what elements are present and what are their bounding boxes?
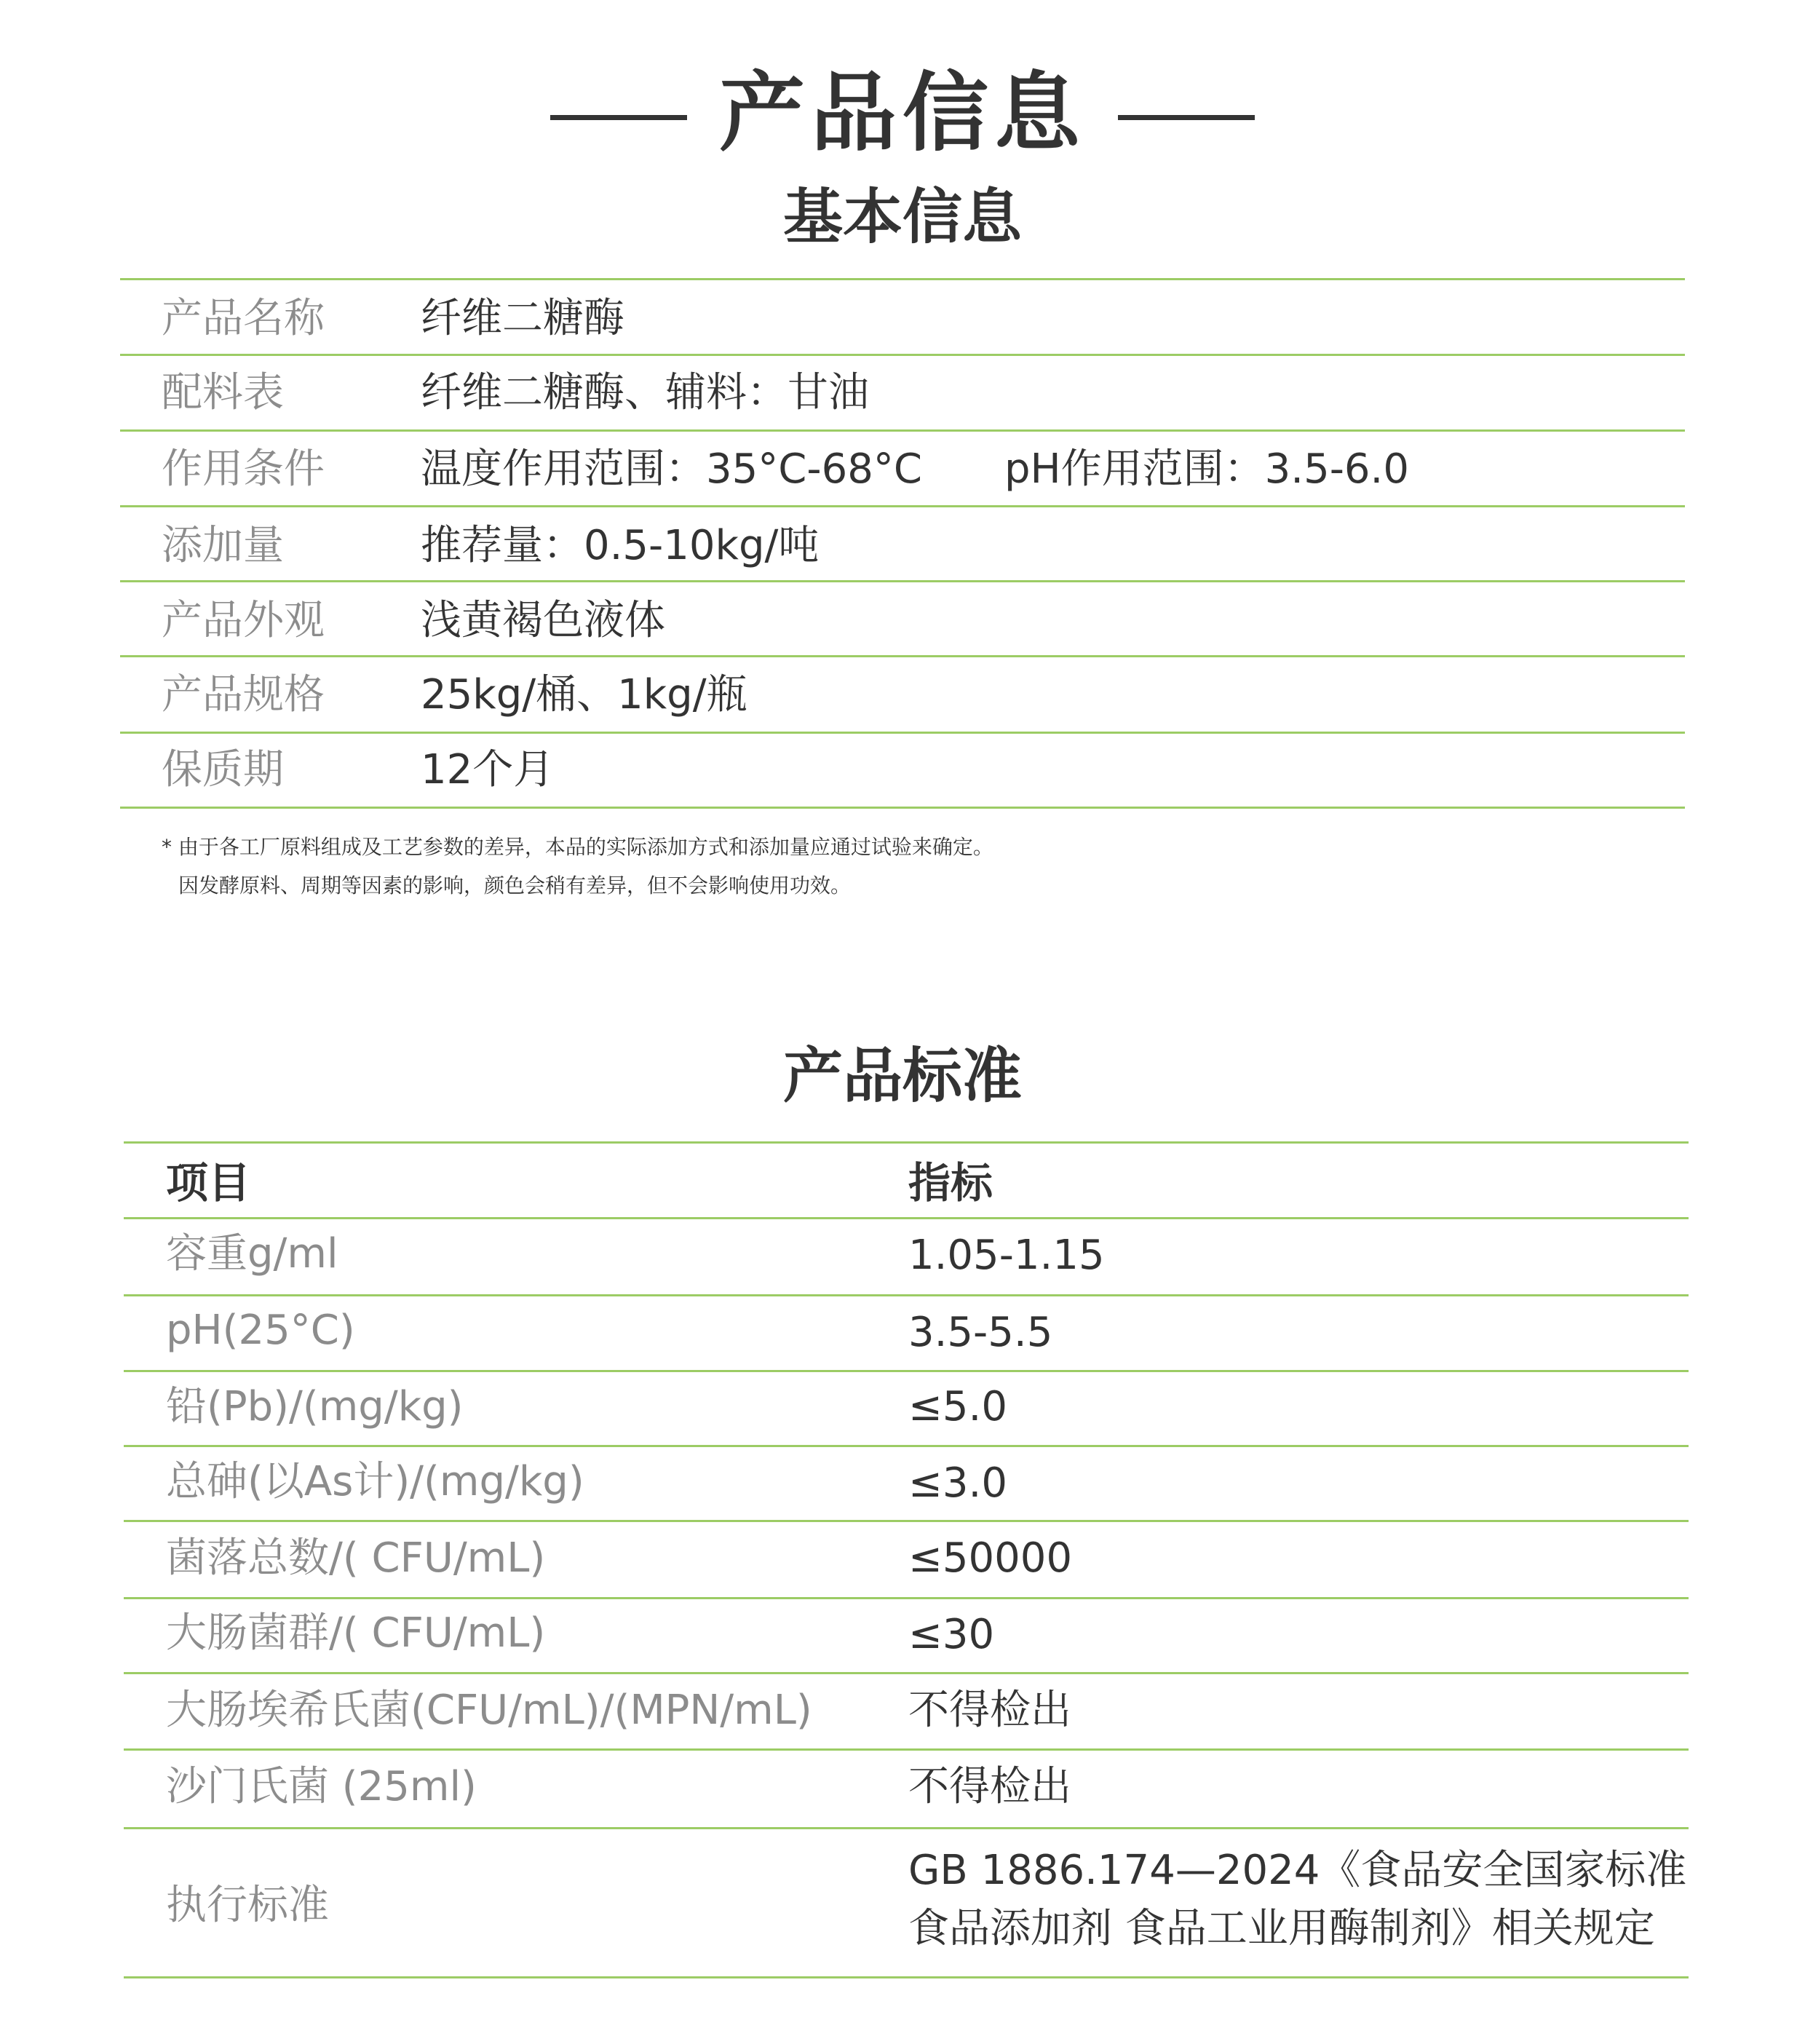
standards-value-ph: 3.5-5.5 (908, 1309, 1053, 1356)
table-rule (120, 354, 1685, 356)
table-rule (120, 655, 1685, 657)
standards-header-value: 指标 (908, 1158, 993, 1208)
basic-section-title: 基本信息 (782, 183, 1022, 252)
standards-value-density: 1.05-1.15 (908, 1232, 1105, 1279)
basic-value-temperature-range: 温度作用范围：35°C-68°C (421, 445, 922, 493)
basic-label-ingredients: 配料表 (162, 369, 284, 416)
standards-value-total-colonies: ≤50000 (908, 1534, 1073, 1582)
footnote-line-2: 因发酵原料、周期等因素的影响，颜色会稍有差异，但不会影响使用功效。 (178, 874, 852, 898)
table-rule (124, 1141, 1689, 1144)
standards-value-executive-standard-line2: 食品添加剂 食品工业用酶制剂》相关规定 (908, 1905, 1655, 1952)
table-rule (124, 1445, 1689, 1447)
basic-value-dosage: 推荐量：0.5-10kg/吨 (421, 522, 820, 569)
basic-value-appearance: 浅黄褐色液体 (421, 597, 665, 644)
page-title: 产品信息 (718, 63, 1086, 163)
title-dash-right (1118, 115, 1255, 120)
standards-item-salmonella: 沙门氏菌 (25ml) (166, 1763, 477, 1810)
basic-value-ph-range: pH作用范围：3.5-6.0 (1004, 445, 1409, 493)
basic-label-specification: 产品规格 (162, 671, 325, 718)
basic-value-specification: 25kg/桶、1kg/瓶 (421, 671, 747, 718)
standards-value-arsenic: ≤3.0 (908, 1459, 1007, 1507)
standards-item-executive-standard: 执行标准 (166, 1882, 329, 1929)
table-rule (120, 580, 1685, 582)
footnote-line-1: * 由于各工厂原料组成及工艺参数的差异，本品的实际添加方式和添加量应通过试验来确定。 (162, 835, 993, 859)
standards-item-density: 容重g/ml (166, 1230, 338, 1278)
standard-section-title: 产品标准 (782, 1042, 1022, 1111)
table-rule (120, 807, 1685, 809)
basic-label-dosage: 添加量 (162, 522, 284, 569)
standards-item-e-coli: 大肠埃希氏菌(CFU/mL)/(MPN/mL) (166, 1687, 812, 1734)
standards-value-coliforms: ≤30 (908, 1611, 995, 1658)
table-rule (124, 1597, 1689, 1599)
basic-value-shelf-life: 12个月 (421, 746, 555, 793)
standards-value-e-coli: 不得检出 (908, 1687, 1071, 1734)
standards-value-executive-standard-line1: GB 1886.174—2024《食品安全国家标准 (908, 1847, 1687, 1894)
table-rule (124, 1370, 1689, 1372)
table-rule (124, 1217, 1689, 1219)
title-dash-left (550, 115, 687, 120)
standards-value-salmonella: 不得检出 (908, 1763, 1071, 1810)
standards-item-total-colonies: 菌落总数/( CFU/mL) (166, 1534, 546, 1582)
standards-header-item: 项目 (166, 1158, 251, 1208)
basic-label-shelf-life: 保质期 (162, 746, 284, 793)
table-rule (120, 278, 1685, 280)
basic-label-appearance: 产品外观 (162, 597, 325, 644)
basic-value-ingredients: 纤维二糖酶、辅料：甘油 (421, 369, 869, 416)
basic-value-product-name: 纤维二糖酶 (421, 295, 624, 342)
standards-item-ph: pH(25°C) (166, 1307, 355, 1354)
table-rule (124, 1672, 1689, 1674)
standards-item-coliforms: 大肠菌群/( CFU/mL) (166, 1609, 546, 1657)
standards-item-arsenic: 总砷(以As计)/(mg/kg) (166, 1458, 584, 1505)
table-rule (120, 505, 1685, 507)
table-rule (120, 732, 1685, 734)
basic-label-conditions: 作用条件 (162, 445, 325, 493)
table-rule (124, 1520, 1689, 1522)
basic-label-product-name: 产品名称 (162, 295, 325, 342)
standards-item-lead: 铅(Pb)/(mg/kg) (166, 1383, 464, 1430)
table-rule (124, 1294, 1689, 1296)
table-rule (124, 1748, 1689, 1751)
table-rule (124, 1827, 1689, 1829)
page-header (0, 55, 1805, 171)
table-rule (120, 429, 1685, 432)
standards-value-lead: ≤5.0 (908, 1383, 1007, 1430)
table-rule (124, 1976, 1689, 1978)
